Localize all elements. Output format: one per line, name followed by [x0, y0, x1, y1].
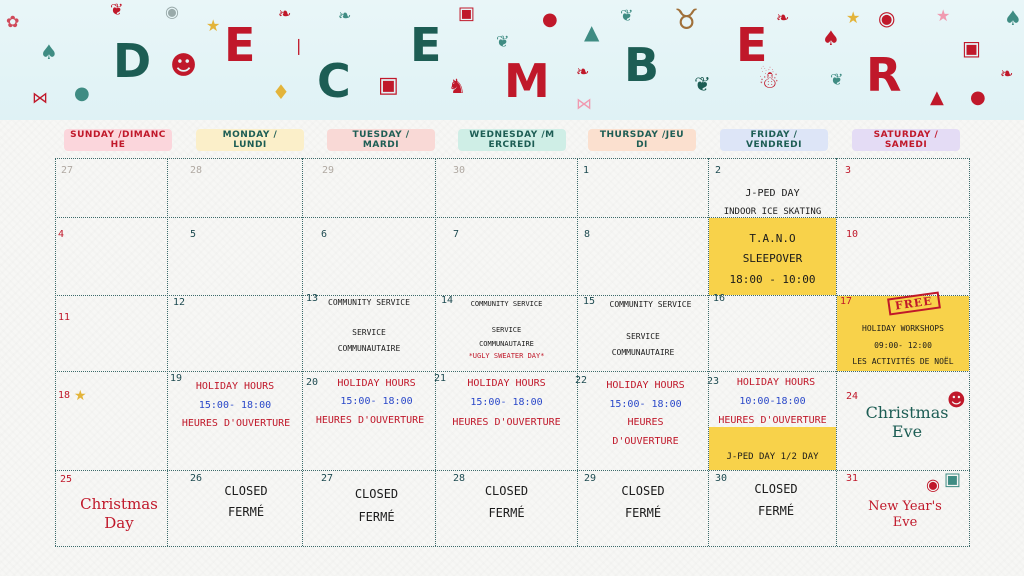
day-number: 27 — [61, 165, 74, 176]
day-number: 29 — [584, 473, 597, 484]
star-icon: ★ — [206, 16, 221, 35]
day-number: 12 — [173, 297, 186, 308]
weekday-line1: MONDAY / — [222, 130, 278, 140]
day-number: 11 — [58, 312, 71, 323]
star-icon: ★ — [74, 388, 87, 404]
weekday-monday — [196, 129, 304, 151]
event-service: SERVICE — [626, 332, 660, 341]
grid-line — [55, 470, 970, 471]
event-heures: HEURES — [627, 417, 664, 428]
grid-line — [55, 371, 970, 372]
day-number: 3 — [845, 165, 852, 176]
day-number: 30 — [715, 473, 728, 484]
grid-line — [55, 295, 970, 296]
event-tano: T.A.N.O — [749, 232, 796, 245]
gift-icon: ▣ — [458, 3, 476, 24]
day-number: 2 — [715, 165, 722, 176]
weekday-line2: ERCREDI — [488, 140, 536, 150]
grid-line — [55, 158, 970, 159]
hat-icon: ▲ — [930, 87, 944, 108]
day-number: 20 — [306, 377, 319, 388]
event-sleepover: SLEEPOVER — [742, 252, 803, 265]
event-ferme: FERMÉ — [624, 506, 662, 520]
day-number: 21 — [434, 373, 447, 384]
event-community-service: COMMUNITY SERVICE — [609, 300, 692, 309]
event-service: SERVICE — [352, 328, 386, 337]
christmas-day-label-2: Day — [104, 514, 134, 532]
event-holiday-hours: HOLIDAY HOURS — [337, 378, 416, 389]
event-community-service: COMMUNITY SERVICE — [470, 300, 543, 308]
day-number: 13 — [306, 293, 319, 304]
day-number: 25 — [60, 474, 73, 485]
day-number: 31 — [846, 473, 859, 484]
event-jped-day: J-PED DAY — [745, 188, 800, 199]
day-number: 22 — [575, 375, 588, 386]
event-heures-ouverture: HEURES D'OUVERTURE — [315, 415, 425, 426]
snowman-icon: ☃ — [758, 66, 780, 94]
event-d-ouverture: D'OUVERTURE — [612, 436, 679, 447]
berry-icon: ❧ — [1000, 64, 1014, 83]
event-ferme: FERMÉ — [227, 505, 265, 519]
event-closed: CLOSED — [224, 484, 268, 498]
day-number: 1 — [583, 165, 590, 176]
event-heures-ouverture: HEURES D'OUVERTURE — [718, 415, 827, 426]
event-jped-half-day: J-PED DAY 1/2 DAY — [726, 452, 819, 462]
weekday-thursday — [588, 129, 696, 151]
weekday-saturday — [852, 129, 960, 151]
day-number: 6 — [321, 229, 328, 240]
day-number: 8 — [584, 229, 591, 240]
event-holiday-hours-time: 15:00- 18:00 — [198, 400, 272, 411]
event-closed: CLOSED — [484, 484, 529, 498]
grid-line — [836, 158, 837, 546]
day-number: 30 — [453, 165, 466, 176]
star-icon: ★ — [936, 6, 951, 25]
gift-icon: ▣ — [962, 36, 981, 60]
weekday-line2: LUNDI — [233, 140, 267, 150]
weekday-line2: DI — [636, 140, 648, 150]
christmas-eve-label-2: Eve — [891, 422, 923, 441]
new-years-eve-label-2: Eve — [892, 515, 918, 530]
event-ferme: FERMÉ — [358, 510, 395, 524]
weekday-line1: WEDNESDAY /M — [469, 130, 555, 140]
event-holiday-workshops: HOLIDAY WORKSHOPS — [862, 324, 944, 333]
new-years-eve-label: New Year's — [868, 499, 942, 514]
day-number: 19 — [170, 373, 183, 384]
weekday-sunday — [64, 129, 172, 151]
grid-line — [969, 158, 970, 546]
ornament-icon: ◉ — [165, 2, 179, 21]
grid-line — [167, 158, 168, 546]
gift-icon: ▣ — [944, 469, 962, 490]
ornament-icon: ● — [542, 9, 558, 30]
leaf-icon: ❧ — [338, 6, 352, 25]
ornament-icon: ✿ — [6, 12, 20, 31]
event-ugly-sweater: *UGLY SWEATER DAY* — [468, 352, 545, 360]
event-holiday-hours: HOLIDAY HOURS — [195, 381, 275, 392]
christmas-day-label: Christmas — [80, 495, 158, 513]
day-number: 16 — [713, 293, 726, 304]
weekday-line1: FRIDAY / — [750, 130, 798, 140]
ornament-icon: ● — [970, 87, 986, 108]
berry-icon: ❧ — [278, 4, 292, 23]
event-heures-ouverture: HEURES D'OUVERTURE — [181, 418, 291, 429]
weekday-friday — [720, 129, 828, 151]
event-communautaire: COMMUNAUTAIRE — [337, 344, 401, 353]
title-letter-e: E — [224, 18, 256, 72]
santa-icon: ☻ — [947, 390, 966, 411]
title-letter-e: E — [410, 18, 442, 72]
title-banner — [0, 0, 1024, 120]
mitten-icon: ♠ — [1004, 6, 1022, 30]
reindeer-icon: ♉ — [674, 3, 700, 36]
event-workshop-time: 09:00- 12:00 — [874, 341, 932, 350]
candy-cane-icon: ❘ — [292, 36, 306, 55]
event-holiday-hours-time: 15:00- 18:00 — [609, 399, 682, 410]
bow-icon: ⋈ — [576, 94, 592, 113]
gift-icon: ▣ — [378, 73, 399, 98]
ornament-icon: ◉ — [878, 6, 896, 30]
leaf-icon: ❦ — [830, 70, 844, 89]
day-number: 28 — [453, 473, 466, 484]
day-number: 4 — [58, 229, 65, 240]
mitten-icon: ♠ — [40, 40, 58, 64]
event-activites-noel: LES ACTIVITÉS DE NOËL — [852, 357, 954, 366]
event-closed: CLOSED — [754, 482, 798, 496]
event-holiday-hours-time: 15:00- 18:00 — [340, 396, 413, 407]
mitten-icon: ♠ — [822, 26, 840, 50]
day-number: 5 — [190, 229, 197, 240]
highlight-jped-half — [709, 427, 836, 470]
christmas-eve-label: Christmas — [865, 403, 949, 422]
event-community-service: COMMUNITY SERVICE — [328, 298, 410, 307]
stocking-icon: ♞ — [448, 74, 466, 98]
event-holiday-hours-time: 15:00- 18:00 — [470, 397, 543, 408]
weekday-line1: THURSDAY /JEU — [599, 130, 685, 140]
day-number: 7 — [453, 229, 460, 240]
day-number: 18 — [58, 390, 71, 401]
event-holiday-hours-time: 10:00-18:00 — [739, 396, 806, 407]
event-holiday-hours: HOLIDAY HOURS — [736, 377, 816, 388]
event-closed: CLOSED — [621, 484, 665, 498]
day-number: 10 — [846, 229, 859, 240]
tree-icon: ▲ — [584, 20, 600, 44]
berry-icon: ❧ — [576, 62, 590, 81]
holly-icon: ❦ — [694, 72, 711, 96]
grid-line — [55, 158, 56, 546]
day-number: 24 — [846, 391, 859, 402]
bow-icon: ⋈ — [32, 88, 48, 107]
weekday-line2: SAMEDI — [884, 140, 928, 150]
grid-line — [55, 546, 970, 547]
holly-icon: ❦ — [110, 0, 124, 19]
event-service: SERVICE — [491, 326, 522, 334]
event-ferme: FERMÉ — [488, 506, 525, 520]
weekday-line1: SUNDAY /DIMANC — [70, 130, 166, 140]
day-number: 26 — [190, 473, 203, 484]
event-sleepover-time: 18:00 - 10:00 — [729, 273, 816, 286]
event-heures-ouverture: HEURES D'OUVERTURE — [452, 417, 561, 428]
day-number: 17 — [840, 296, 853, 307]
title-letter-c: C — [317, 54, 351, 108]
day-number: 28 — [190, 165, 203, 176]
weekday-line2: VENDREDI — [745, 140, 802, 150]
ornament-icon: ◉ — [926, 475, 940, 494]
berry-icon: ❧ — [776, 8, 790, 27]
free-stamp: FREE — [887, 291, 941, 315]
leaf-icon: ❦ — [620, 6, 634, 25]
weekday-line1: TUESDAY / — [352, 130, 410, 140]
day-number: 27 — [321, 473, 334, 484]
event-communautaire: COMMUNAUTAIRE — [479, 340, 534, 348]
ornament-icon: ● — [74, 83, 90, 104]
santa-icon: ☻ — [170, 51, 198, 81]
title-letter-m: M — [504, 54, 550, 108]
day-number: 14 — [441, 295, 454, 306]
weekday-line2: HE — [110, 140, 126, 150]
title-letter-r: R — [866, 48, 902, 102]
title-letter-e: E — [736, 18, 768, 72]
weekday-line2: MARDI — [362, 140, 400, 150]
event-closed: CLOSED — [354, 487, 399, 501]
event-communautaire: COMMUNAUTAIRE — [611, 348, 675, 357]
event-holiday-hours: HOLIDAY HOURS — [606, 380, 685, 391]
weekday-wednesday — [458, 129, 566, 151]
leaf-icon: ❦ — [496, 32, 510, 51]
day-number: 15 — [583, 296, 596, 307]
event-ferme: FERMÉ — [757, 504, 795, 518]
weekday-tuesday — [327, 129, 435, 151]
event-holiday-hours: HOLIDAY HOURS — [467, 378, 546, 389]
event-ice-skating: INDOOR ICE SKATING — [723, 207, 822, 217]
title-letter-d: D — [113, 34, 152, 88]
day-number: 29 — [322, 165, 335, 176]
day-number: 23 — [707, 376, 720, 387]
title-letter-b: B — [624, 38, 660, 92]
bell-icon: ♦ — [272, 80, 290, 104]
star-icon: ★ — [846, 8, 861, 27]
weekday-line1: SATURDAY / — [873, 130, 939, 140]
